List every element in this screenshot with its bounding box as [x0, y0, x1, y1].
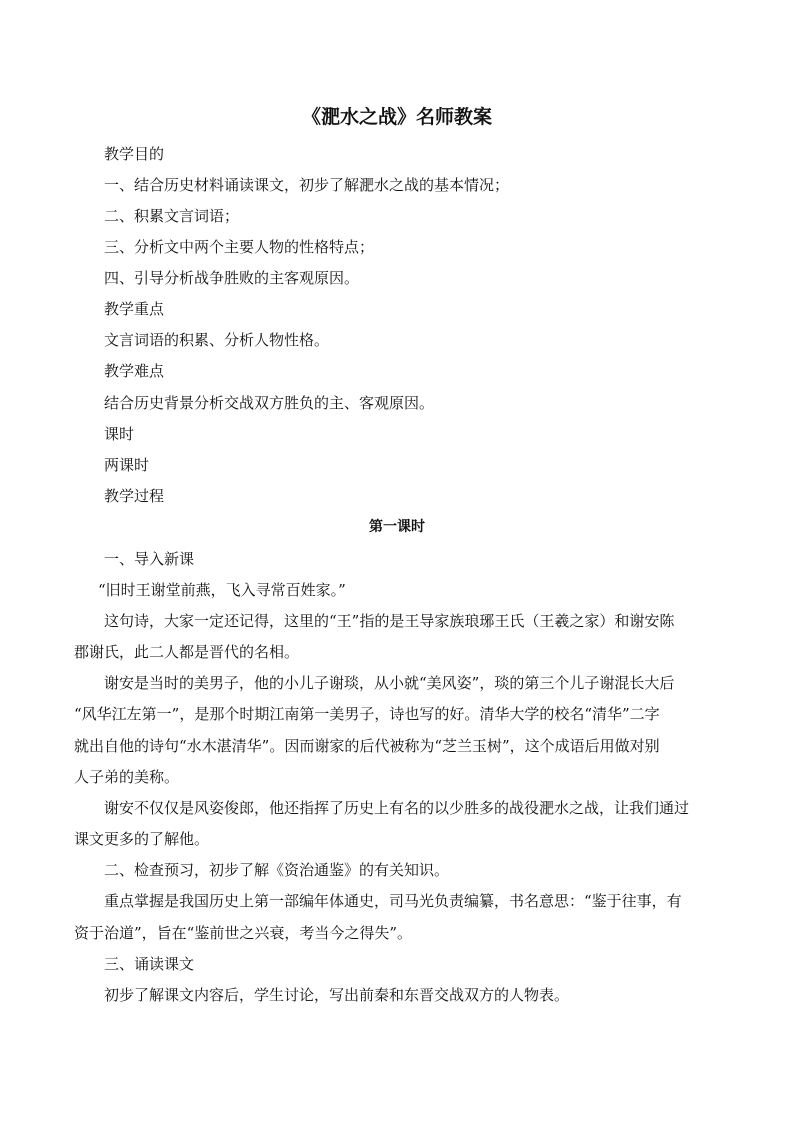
paragraph-line: 这句诗，大家一定还记得，这里的“王”指的是王导家族琅琊王氏（王羲之家）和谢安陈: [104, 612, 675, 630]
objective-item: 一、结合历史材料诵读课文，初步了解淝水之战的基本情况；: [104, 176, 510, 194]
key-text: 文言词语的积累、分析人物性格。: [104, 331, 330, 349]
process-heading: 教学过程: [104, 487, 165, 505]
paragraph-line: 就出自他的诗句“水木湛清华”。因而谢家的后代被称为“芝兰玉树”，这个成语后用做对别: [74, 737, 660, 755]
difficulty-heading: 教学难点: [104, 362, 165, 380]
key-heading: 教学重点: [104, 300, 165, 318]
objectives-heading: 教学目的: [104, 145, 165, 163]
step1-heading: 一、导入新课: [104, 550, 195, 568]
paragraph-line: 资于治道”，旨在“鉴前世之兴衰，考当今之得失”。: [74, 924, 413, 942]
paragraph-line: “风华江左第一”，是那个时期江南第一美男子，诗也写的好。清华大学的校名“清华”二字: [74, 705, 660, 723]
poem-quote: “旧时王谢堂前燕，飞入寻常百姓家。”: [98, 581, 346, 599]
step3-heading: 三、诵读课文: [104, 955, 195, 973]
paragraph-line: 人子弟的美称。: [74, 768, 180, 786]
paragraph-line: 谢安不仅仅是风姿俊郎，他还指挥了历史上有名的以少胜多的战役淝水之战，让我们通过: [104, 799, 690, 817]
hours-text: 两课时: [104, 456, 150, 474]
paragraph-line: 重点掌握是我国历史上第一部编年体通史，司马光负责编纂，书名意思：“鉴于往事，有: [104, 892, 682, 910]
paragraph-line: 谢安是当时的美男子，他的小儿子谢琰，从小就“美风姿”，琰的第三个儿子谢混长大后: [104, 674, 675, 692]
step2-heading: 二、检查预习，初步了解《资治通鉴》的有关知识。: [104, 861, 450, 879]
objective-item: 三、分析文中两个主要人物的性格特点；: [104, 238, 375, 256]
paragraph-line: 郡谢氏，此二人都是晋代的名相。: [74, 643, 300, 661]
objective-item: 四、引导分析战争胜败的主客观原因。: [104, 269, 360, 287]
document-title: 《淝水之战》名师教案: [301, 106, 492, 128]
paragraph-line: 课文更多的了解他。: [74, 830, 210, 848]
difficulty-text: 结合历史背景分析交战双方胜负的主、客观原因。: [104, 394, 435, 412]
objective-item: 二、积累文言词语；: [104, 207, 240, 225]
paragraph-line: 初步了解课文内容后，学生讨论，写出前秦和东晋交战双方的人物表。: [104, 986, 570, 1004]
hours-heading: 课时: [104, 425, 135, 443]
lesson1-heading: 第一课时: [369, 519, 425, 535]
